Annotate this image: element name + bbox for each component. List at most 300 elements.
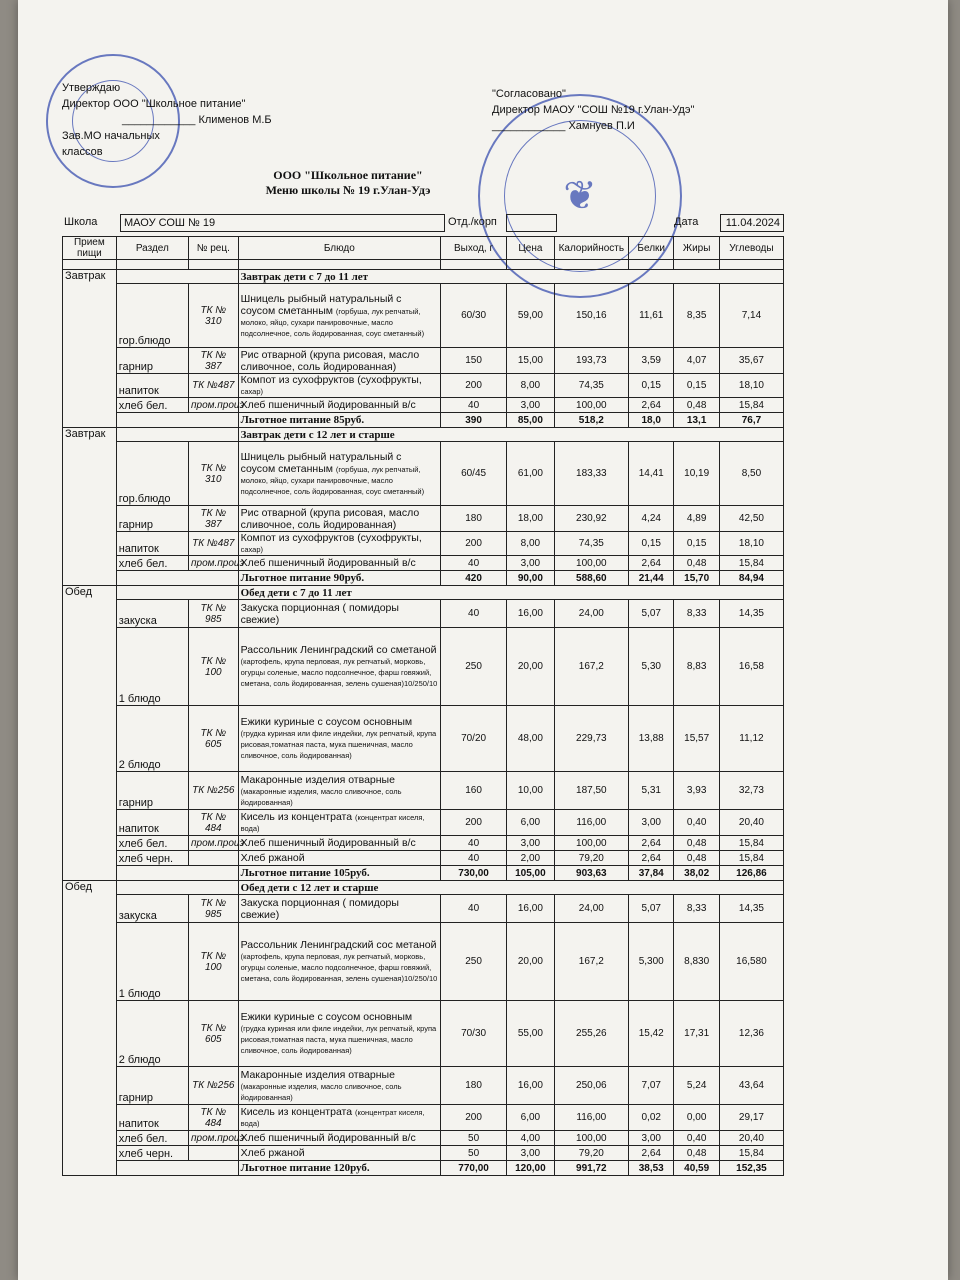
recipe-number: ТК №256: [189, 772, 239, 810]
proteins: 5,31: [629, 772, 674, 810]
total-carbs: 126,86: [719, 866, 783, 881]
dish-ingredients: (картофель, крупа перловая, лук репчатый, морковь, огурцы соленые, масло подсолнечное, фарш говяжий, сметана, соль йодированная, зелень сушеная)10/250/10: [240, 952, 438, 983]
fats: 3,93: [674, 772, 719, 810]
date-value: 11.04.2024: [720, 214, 784, 232]
carbs: 15,84: [719, 398, 783, 413]
recipe-number: ТК № 310: [189, 284, 239, 348]
price: 16,00: [507, 600, 555, 628]
dish-section: напиток: [116, 374, 188, 398]
proteins: 0,15: [629, 374, 674, 398]
proteins: 0,15: [629, 532, 674, 556]
spacer-cell: [674, 260, 719, 270]
calories: 187,50: [554, 772, 628, 810]
dish-row: [63, 923, 784, 1001]
spacer-cell: [719, 260, 783, 270]
proteins: 3,00: [629, 810, 674, 836]
dish-row: [63, 506, 784, 532]
dish-section: 2 блюдо: [116, 1001, 188, 1067]
proteins: 7,07: [629, 1067, 674, 1105]
dish-row: [63, 836, 784, 851]
total-carbs: 76,7: [719, 413, 783, 428]
price: 6,00: [507, 810, 555, 836]
portion-weight: 150: [441, 348, 507, 374]
dish-ingredients: (макаронные изделия, масло сливочное, соль йодированная): [240, 786, 402, 807]
section-title-row: [63, 586, 784, 600]
price: 48,00: [507, 706, 555, 772]
dish-row: [63, 556, 784, 571]
portion-weight: 70/30: [441, 1001, 507, 1067]
calories: 74,35: [554, 374, 628, 398]
agreed-line: "Согласовано": [492, 88, 566, 100]
spacer-cell: [189, 260, 239, 270]
section-blank: [116, 881, 238, 895]
total-weight: 770,00: [441, 1161, 507, 1176]
total-blank: [116, 866, 238, 881]
proteins: 11,61: [629, 284, 674, 348]
dish-section: 1 блюдо: [116, 628, 188, 706]
carbs: 43,64: [719, 1067, 783, 1105]
dish-name: [238, 772, 440, 810]
dish-title: Ежики куриные с соусом основным: [240, 1011, 413, 1023]
proteins: 2,64: [629, 1146, 674, 1161]
dish-title: Хлеб пшеничный йодированный в/с: [240, 399, 416, 411]
company-name: ООО "Школьное питание": [273, 168, 423, 182]
recipe-number: ТК № 605: [189, 1001, 239, 1067]
dish-title: Хлеб пшеничный йодированный в/с: [240, 837, 416, 849]
proteins: 5,300: [629, 923, 674, 1001]
recipe-number: ТК № 310: [189, 442, 239, 506]
calories: 255,26: [554, 1001, 628, 1067]
fats: 5,24: [674, 1067, 719, 1105]
fats: 0,00: [674, 1105, 719, 1131]
recipe-number: ТК № 100: [189, 923, 239, 1001]
dish-name: [238, 600, 440, 628]
dish-section: хлеб бел.: [116, 1131, 188, 1146]
agreed-block: [492, 86, 694, 134]
dish-row: [63, 1105, 784, 1131]
total-fats: 15,70: [674, 571, 719, 586]
portion-weight: 250: [441, 923, 507, 1001]
dish-title: Шницель рыбный натуральный с соусом сметанным: [240, 292, 402, 317]
mo-head-line2: классов: [62, 146, 103, 158]
proteins: 3,59: [629, 348, 674, 374]
recipe-number: ТК № 100: [189, 628, 239, 706]
dish-row: [63, 1001, 784, 1067]
price: 18,00: [507, 506, 555, 532]
meal-name: Завтрак: [63, 428, 117, 586]
section-title: Обед дети с 12 лет и старше: [238, 881, 783, 895]
portion-weight: 40: [441, 895, 507, 923]
total-row: [63, 1161, 784, 1176]
recipe-number: пром.произ: [189, 1131, 239, 1146]
portion-weight: 60/45: [441, 442, 507, 506]
dish-row: [63, 810, 784, 836]
dish-title: Кисель из концентрата: [240, 1106, 356, 1118]
price: 10,00: [507, 772, 555, 810]
total-carbs: 152,35: [719, 1161, 783, 1176]
column-header: Выход, г: [441, 237, 507, 260]
total-label: Льготное питание 105руб.: [238, 866, 440, 881]
dish-section: 1 блюдо: [116, 923, 188, 1001]
section-title-row: [63, 881, 784, 895]
dish-name: [238, 895, 440, 923]
agreed-title: Директор МАОУ "СОШ №19 г.Улан-Удэ": [492, 104, 695, 116]
total-calories: 588,60: [554, 571, 628, 586]
calories: 116,00: [554, 1105, 628, 1131]
total-proteins: 37,84: [629, 866, 674, 881]
dish-title: Макаронные изделия отварные: [240, 773, 395, 786]
calories: 100,00: [554, 1131, 628, 1146]
proteins: 14,41: [629, 442, 674, 506]
price: 6,00: [507, 1105, 555, 1131]
fats: 0,15: [674, 374, 719, 398]
total-calories: 903,63: [554, 866, 628, 881]
carbs: 15,84: [719, 851, 783, 866]
portion-weight: 200: [441, 810, 507, 836]
dish-ingredients: (концентрат киселя, вода): [240, 813, 425, 833]
dish-title: Хлеб пшеничный йодированный в/с: [240, 1132, 416, 1144]
total-price: 105,00: [507, 866, 555, 881]
dish-name: [238, 284, 440, 348]
carbs: 16,580: [719, 923, 783, 1001]
total-carbs: 84,94: [719, 571, 783, 586]
calories: 150,16: [554, 284, 628, 348]
calories: 100,00: [554, 836, 628, 851]
fats: 4,07: [674, 348, 719, 374]
total-price: 85,00: [507, 413, 555, 428]
dish-name: [238, 628, 440, 706]
carbs: 35,67: [719, 348, 783, 374]
proteins: 15,42: [629, 1001, 674, 1067]
dish-title: Хлеб ржаной: [240, 1147, 305, 1159]
fats: 0,48: [674, 851, 719, 866]
agreed-signature: ____________ Хамнуев П.И: [492, 120, 635, 132]
fats: 0,40: [674, 1131, 719, 1146]
dish-title: Макаронные изделия отварные: [240, 1068, 395, 1081]
approval-block: [62, 80, 272, 160]
total-label: Льготное питание 85руб.: [238, 413, 440, 428]
document-title: [218, 168, 478, 198]
calories: 250,06: [554, 1067, 628, 1105]
recipe-number: ТК № 387: [189, 506, 239, 532]
price: 3,00: [507, 556, 555, 571]
price: 16,00: [507, 895, 555, 923]
dish-title: Рассольник Ленинградский сос метаной: [240, 939, 437, 951]
fats: 0,15: [674, 532, 719, 556]
spacer-cell: [629, 260, 674, 270]
carbs: 29,17: [719, 1105, 783, 1131]
total-blank: [116, 1161, 238, 1176]
dish-section: напиток: [116, 1105, 188, 1131]
proteins: 2,64: [629, 836, 674, 851]
dish-name: [238, 1067, 440, 1105]
calories: 183,33: [554, 442, 628, 506]
portion-weight: 180: [441, 506, 507, 532]
carbs: 16,58: [719, 628, 783, 706]
fats: 4,89: [674, 506, 719, 532]
dish-ingredients: (горбуша, лук репчатый, молоко, яйцо, сухари панировочные, масло подсолнечное, соль йодированная, соус сметанный): [240, 464, 425, 496]
total-weight: 390: [441, 413, 507, 428]
dish-name: [238, 1131, 440, 1146]
calories: 74,35: [554, 532, 628, 556]
column-header: Раздел: [116, 237, 188, 260]
dish-section: хлеб черн.: [116, 1146, 188, 1161]
carbs: 42,50: [719, 506, 783, 532]
column-header: Белки: [629, 237, 674, 260]
meal-name: Завтрак: [63, 270, 117, 428]
dish-section: гор.блюдо: [116, 442, 188, 506]
recipe-number: [189, 851, 239, 866]
section-title: Завтрак дети с 7 до 11 лет: [238, 270, 783, 284]
school-stamp: ❦: [478, 94, 682, 298]
calories: 79,20: [554, 1146, 628, 1161]
dish-title: Кисель из концентрата: [240, 811, 356, 823]
dish-title: Рис отварной (крупа рисовая, масло сливочное, соль йодированная): [240, 348, 420, 373]
recipe-number: ТК №487: [189, 532, 239, 556]
dish-section: хлеб черн.: [116, 851, 188, 866]
total-proteins: 38,53: [629, 1161, 674, 1176]
school-value: МАОУ СОШ № 19: [120, 214, 445, 232]
column-header: № рец.: [189, 237, 239, 260]
calories: 229,73: [554, 706, 628, 772]
recipe-number: ТК № 484: [189, 810, 239, 836]
dish-section: хлеб бел.: [116, 556, 188, 571]
carbs: 15,84: [719, 1146, 783, 1161]
dish-name: [238, 1001, 440, 1067]
recipe-number: [189, 1146, 239, 1161]
section-blank: [116, 270, 238, 284]
dish-title: Рис отварной (крупа рисовая, масло сливочное, соль йодированная): [240, 506, 420, 531]
price: 3,00: [507, 398, 555, 413]
proteins: 5,07: [629, 600, 674, 628]
proteins: 5,30: [629, 628, 674, 706]
total-row: [63, 413, 784, 428]
date-label: Дата: [674, 216, 699, 228]
dish-row: [63, 1067, 784, 1105]
total-proteins: 18,0: [629, 413, 674, 428]
price: 2,00: [507, 851, 555, 866]
carbs: 11,12: [719, 706, 783, 772]
dish-row: [63, 532, 784, 556]
approve-line: Утверждаю: [62, 82, 121, 94]
dish-section: напиток: [116, 810, 188, 836]
dish-row: [63, 706, 784, 772]
price: 20,00: [507, 923, 555, 1001]
price: 15,00: [507, 348, 555, 374]
recipe-number: ТК № 985: [189, 895, 239, 923]
total-label: Льготное питание 120руб.: [238, 1161, 440, 1176]
calories: 193,73: [554, 348, 628, 374]
proteins: 2,64: [629, 398, 674, 413]
dish-title: Закуска порционная ( помидоры свежие): [240, 601, 399, 626]
total-weight: 730,00: [441, 866, 507, 881]
dish-title: Хлеб пшеничный йодированный в/с: [240, 557, 416, 569]
dish-title: Компот из сухофруктов (сухофрукты,: [240, 374, 422, 386]
dish-title: Компот из сухофруктов (сухофрукты,: [240, 532, 422, 544]
dish-row: [63, 772, 784, 810]
dish-section: закуска: [116, 895, 188, 923]
dish-section: закуска: [116, 600, 188, 628]
price: 8,00: [507, 374, 555, 398]
recipe-number: ТК №256: [189, 1067, 239, 1105]
total-row: [63, 866, 784, 881]
total-price: 120,00: [507, 1161, 555, 1176]
price: 55,00: [507, 1001, 555, 1067]
carbs: 20,40: [719, 810, 783, 836]
spacer-cell: [63, 260, 117, 270]
total-blank: [116, 571, 238, 586]
dept-value: [506, 214, 557, 232]
header-spacer-row: [63, 260, 784, 270]
carbs: 18,10: [719, 532, 783, 556]
section-blank: [116, 428, 238, 442]
spacer-cell: [238, 260, 440, 270]
header-row: [63, 237, 784, 260]
portion-weight: 40: [441, 851, 507, 866]
fats: 8,33: [674, 895, 719, 923]
column-header: Блюдо: [238, 237, 440, 260]
total-fats: 40,59: [674, 1161, 719, 1176]
portion-weight: 250: [441, 628, 507, 706]
dish-ingredients: (концентрат киселя, вода): [240, 1108, 425, 1128]
mo-head-line: Зав.МО начальных: [62, 130, 160, 142]
dish-name: [238, 348, 440, 374]
dish-title: Ежики куриные с соусом основным: [240, 716, 413, 728]
dish-section: напиток: [116, 532, 188, 556]
section-title: Обед дети с 7 до 11 лет: [238, 586, 783, 600]
total-calories: 518,2: [554, 413, 628, 428]
dish-title: Хлеб ржаной: [240, 852, 305, 864]
dish-row: [63, 284, 784, 348]
dish-row: [63, 851, 784, 866]
dish-ingredients: (грудка куриная или филе индейки, лук репчатый, крупа рисовая,томатная паста, мука пшеничная, масло сливочное, соль йодированная): [240, 729, 437, 760]
portion-weight: 200: [441, 532, 507, 556]
dish-section: гор.блюдо: [116, 284, 188, 348]
fats: 0,48: [674, 556, 719, 571]
spacer-cell: [554, 260, 628, 270]
total-price: 90,00: [507, 571, 555, 586]
dish-ingredients: (грудка куриная или филе индейки, лук репчатый, крупа рисовая,томатная паста, мука пшеничная, масло сливочное, соль йодированная): [240, 1024, 437, 1055]
portion-weight: 40: [441, 836, 507, 851]
proteins: 4,24: [629, 506, 674, 532]
dish-ingredients: (горбуша, лук репчатый, молоко, яйцо, сухари панировочные, масло подсолнечное, соль йодированная, соус сметанный): [240, 306, 425, 338]
dish-row: [63, 398, 784, 413]
calories: 100,00: [554, 398, 628, 413]
carbs: 32,73: [719, 772, 783, 810]
carbs: 14,35: [719, 895, 783, 923]
column-header: Углеводы: [719, 237, 783, 260]
proteins: 2,64: [629, 556, 674, 571]
dish-section: гарнир: [116, 772, 188, 810]
dish-ingredients: сахар): [240, 545, 264, 554]
portion-weight: 160: [441, 772, 507, 810]
dish-title: Закуска порционная ( помидоры свежие): [240, 896, 399, 921]
fats: 0,48: [674, 836, 719, 851]
dish-row: [63, 628, 784, 706]
fats: 0,48: [674, 1146, 719, 1161]
price: 3,00: [507, 1146, 555, 1161]
price: 20,00: [507, 628, 555, 706]
total-label: Льготное питание 90руб.: [238, 571, 440, 586]
spacer-cell: [441, 260, 507, 270]
dish-name: [238, 374, 440, 398]
dish-section: гарнир: [116, 506, 188, 532]
price: 59,00: [507, 284, 555, 348]
price: 61,00: [507, 442, 555, 506]
carbs: 15,84: [719, 836, 783, 851]
calories: 167,2: [554, 628, 628, 706]
section-title-row: [63, 270, 784, 284]
total-fats: 38,02: [674, 866, 719, 881]
proteins: 5,07: [629, 895, 674, 923]
total-fats: 13,1: [674, 413, 719, 428]
fats: 10,19: [674, 442, 719, 506]
fats: 0,48: [674, 398, 719, 413]
school-row: [64, 214, 780, 232]
portion-weight: 70/20: [441, 706, 507, 772]
price: 4,00: [507, 1131, 555, 1146]
calories: 79,20: [554, 851, 628, 866]
dish-title: Шницель рыбный натуральный с соусом сметанным: [240, 450, 402, 475]
total-calories: 991,72: [554, 1161, 628, 1176]
price: 8,00: [507, 532, 555, 556]
proteins: 13,88: [629, 706, 674, 772]
dish-name: [238, 442, 440, 506]
portion-weight: 60/30: [441, 284, 507, 348]
total-row: [63, 571, 784, 586]
dish-section: хлеб бел.: [116, 836, 188, 851]
portion-weight: 200: [441, 1105, 507, 1131]
carbs: 7,14: [719, 284, 783, 348]
dish-ingredients: сахар): [240, 387, 264, 396]
dish-name: [238, 706, 440, 772]
calories: 100,00: [554, 556, 628, 571]
dish-name: [238, 532, 440, 556]
recipe-number: ТК № 605: [189, 706, 239, 772]
school-label: Школа: [64, 216, 98, 228]
dish-name: [238, 1146, 440, 1161]
calories: 24,00: [554, 600, 628, 628]
fats: 8,35: [674, 284, 719, 348]
dish-row: [63, 348, 784, 374]
calories: 230,92: [554, 506, 628, 532]
section-title-row: [63, 428, 784, 442]
carbs: 14,35: [719, 600, 783, 628]
dish-row: [63, 442, 784, 506]
spacer-cell: [116, 260, 188, 270]
dish-name: [238, 923, 440, 1001]
spacer-cell: [507, 260, 555, 270]
portion-weight: 200: [441, 374, 507, 398]
total-proteins: 21,44: [629, 571, 674, 586]
portion-weight: 180: [441, 1067, 507, 1105]
dish-name: [238, 836, 440, 851]
carbs: 18,10: [719, 374, 783, 398]
recipe-number: пром.произ: [189, 836, 239, 851]
calories: 116,00: [554, 810, 628, 836]
recipe-number: ТК № 484: [189, 1105, 239, 1131]
dish-ingredients: (макаронные изделия, масло сливочное, соль йодированная): [240, 1081, 402, 1102]
meal-name: Обед: [63, 586, 117, 881]
price: 16,00: [507, 1067, 555, 1105]
menu-sheet: [18, 0, 948, 1280]
dish-section: гарнир: [116, 1067, 188, 1105]
proteins: 3,00: [629, 1131, 674, 1146]
fats: 8,33: [674, 600, 719, 628]
portion-weight: 50: [441, 1131, 507, 1146]
dish-row: [63, 1146, 784, 1161]
dish-row: [63, 1131, 784, 1146]
